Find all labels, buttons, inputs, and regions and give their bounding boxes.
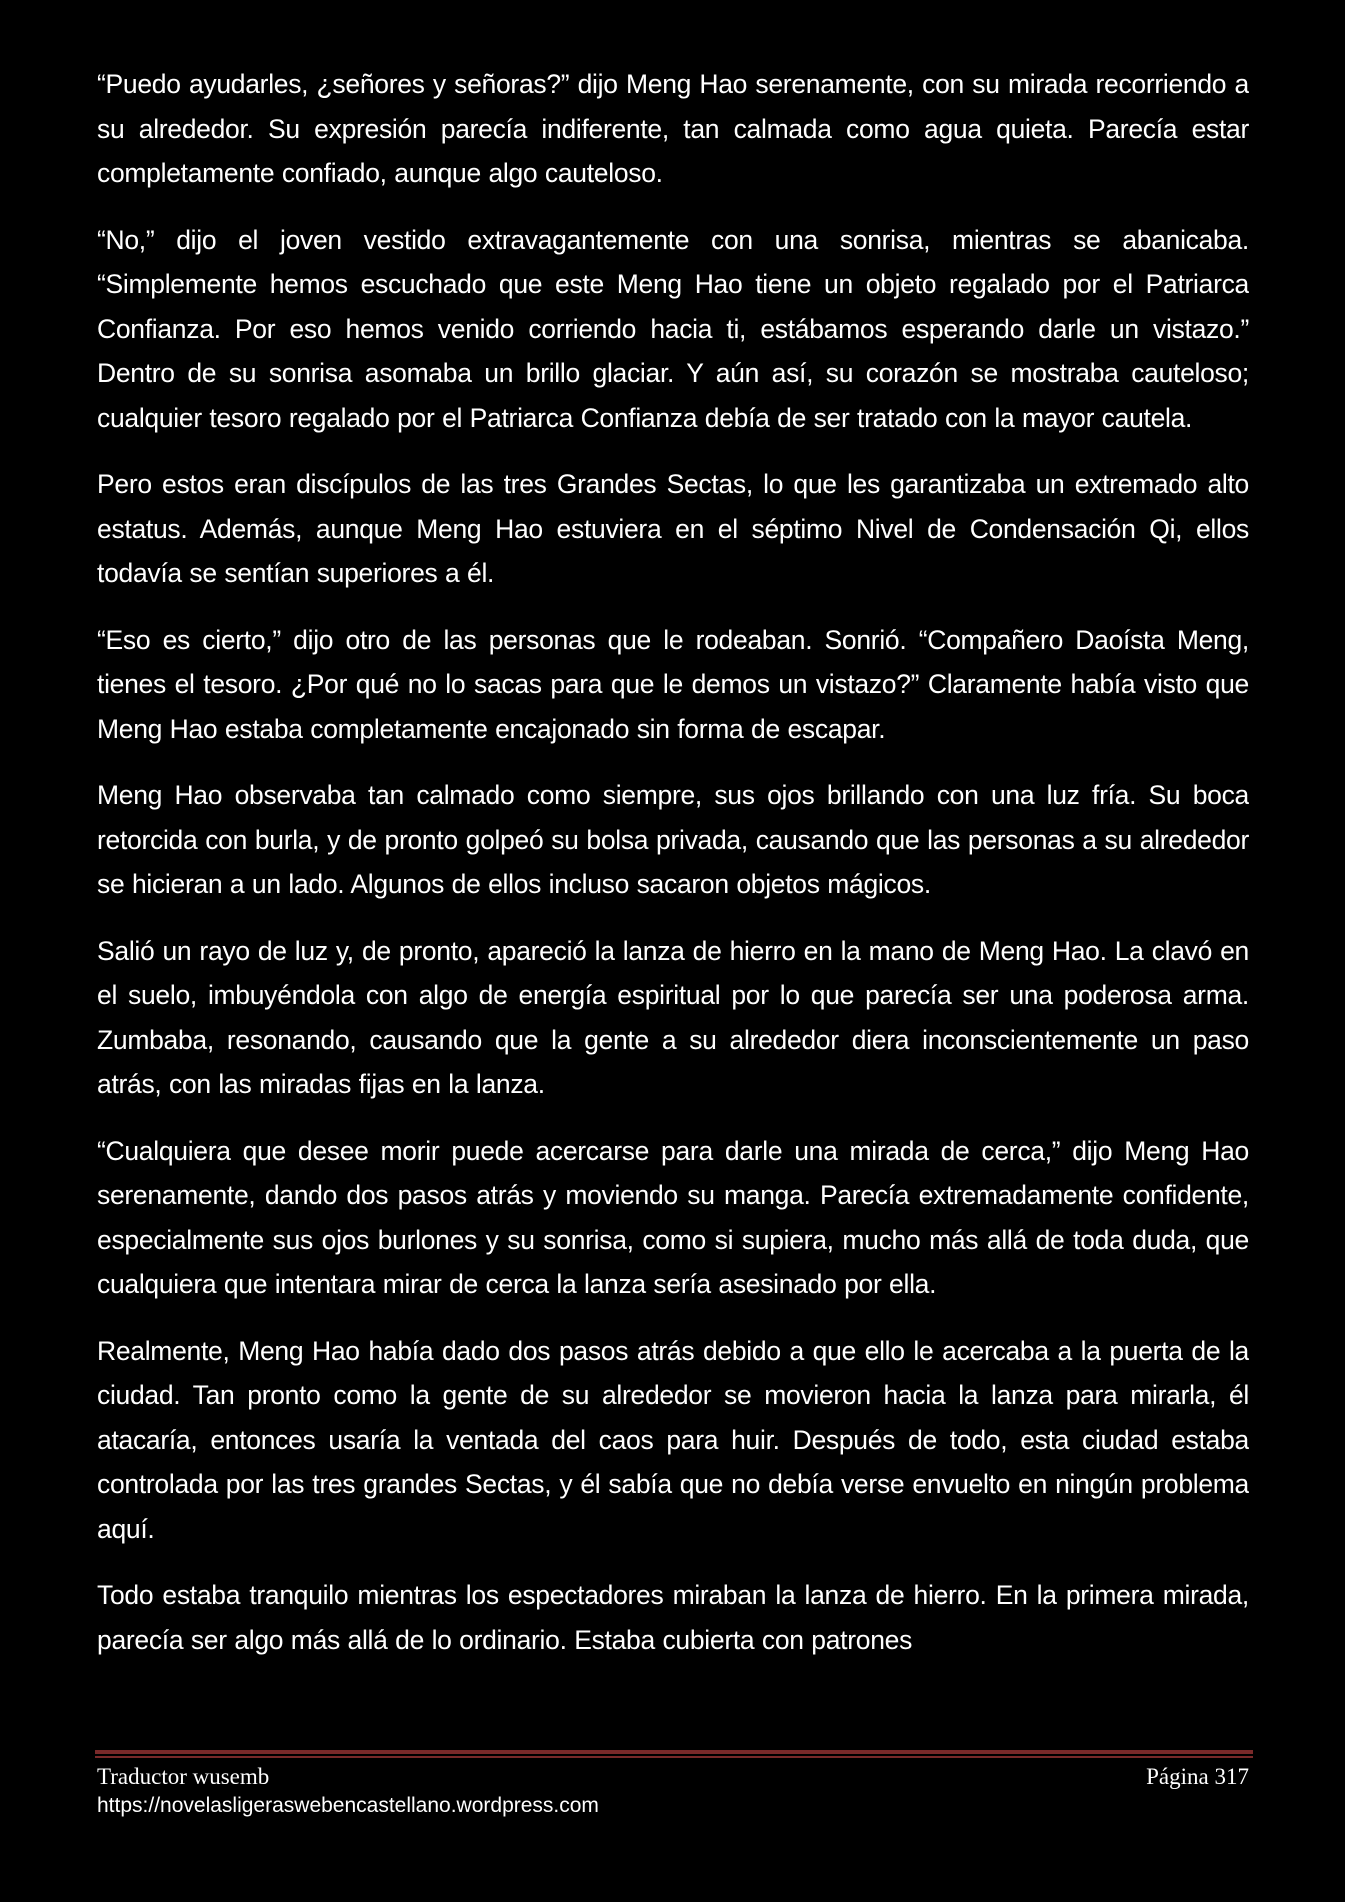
page-footer — [97, 1762, 1249, 1822]
paragraph: Todo estaba tranquilo mientras los espectadores miraban la lanza de hierro. En la primera mirada, parecía ser algo más allá de lo ordinario. Estaba cubierta con patrones — [97, 1580, 1249, 1655]
paragraph: “No,” dijo el joven vestido extravagantemente con una sonrisa, mientras se abanicaba. “Simplemente hemos escuchado que este Meng Hao tiene un objeto regalado por el Patriarca Confianza. Por eso hemos venido corriendo hacia ti, estábamos esperando darle un vistazo.” Dentro de su sonrisa asomaba un brillo glaciar. Y aún así, su corazón se mostraba cauteloso; cualquier tesoro regalado por el Patriarca Confianza debía de ser tratado con la mayor cautela. — [97, 224, 1249, 433]
document-body — [97, 62, 1249, 1742]
paragraph: “Cualquiera que desee morir puede acercarse para darle una mirada de cerca,” dijo Meng Hao serenamente, dando dos pasos atrás y moviendo su manga. Parecía extremadamente confidente, especialmente sus ojos burlones y su sonrisa, como si supiera, mucho más allá de toda duda, que cualquiera que intentara mirar de cerca la lanza sería asesinado por ella. — [97, 1135, 1249, 1299]
paragraph: Realmente, Meng Hao había dado dos pasos atrás debido a que ello le acercaba a la puerta de la ciudad. Tan pronto como la gente de su alrededor se movieron hacia la lanza para mirarla, él atacaría, entonces usaría la ventada del caos para huir. Después de todo, esta ciudad estaba controlada por las tres grandes Sectas, y él sabía que no debía verse envuelto en ningún problema aquí. — [97, 1335, 1249, 1544]
paragraph: “Puedo ayudarles, ¿señores y señoras?” dijo Meng Hao serenamente, con su mirada recorriendo a su alrededor. Su expresión parecía indiferente, tan calmada como agua quieta. Parecía estar completamente confiado, aunque algo cauteloso. — [97, 69, 1249, 188]
paragraph: “Eso es cierto,” dijo otro de las personas que le rodeaban. Sonrió. “Compañero Daoísta Meng, tienes el tesoro. ¿Por qué no lo sacas para que le demos un vistazo?” Claramente había visto que Meng Hao estaba completamente encajonado sin forma de escapar. — [97, 624, 1249, 744]
page-number: Página 317 — [1146, 1764, 1249, 1789]
footer-divider — [95, 1750, 1253, 1758]
paragraph: Salió un rayo de luz y, de pronto, apareció la lanza de hierro en la mano de Meng Hao. La clavó en el suelo, imbuyéndola con algo de energía espiritual por lo que parecía ser una poderosa arma. Zumbaba, resonando, causando que la gente a su alrededor diera inconscientemente un paso atrás, con las miradas fijas en la lanza. — [97, 935, 1249, 1099]
footer-url: https://novelasligeraswebencastellano.wordpress.com — [97, 1794, 599, 1817]
paragraph: Meng Hao observaba tan calmado como siempre, sus ojos brillando con una luz fría. Su boca retorcida con burla, y de pronto golpeó su bolsa privada, causando que las personas a su alrededor se hicieran a un lado. Algunos de ellos incluso sacaron objetos mágicos. — [97, 780, 1249, 899]
footer-translator: Traductor wusemb — [97, 1764, 270, 1789]
paragraph: Pero estos eran discípulos de las tres Grandes Sectas, lo que les garantizaba un extremado alto estatus. Además, aunque Meng Hao estuviera en el séptimo Nivel de Condensación Qi, ellos todavía se sentían superiores a él. — [97, 469, 1249, 588]
